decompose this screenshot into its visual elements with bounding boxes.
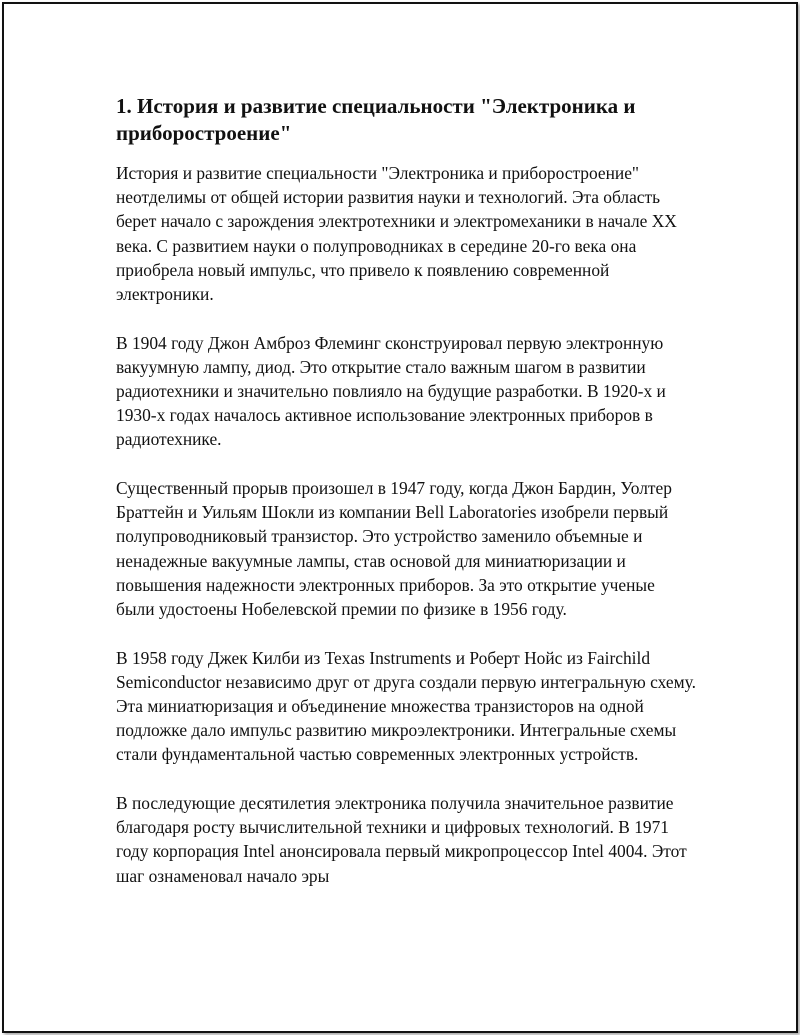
paragraph-integrated-circuit: В 1958 году Джек Килби из Texas Instruments и Роберт Нойс из Fairchild Semiconductor независимо друг от друга создали первую интегральную схему. Эта миниатюризация и объединение множества транзисторов на одной подложке дало импульс развитию микроэлектроники. Интегральные схемы стали фундаментальной частью современных электронных устройств. <box>116 647 696 765</box>
document-body <box>116 93 696 912</box>
section-heading: 1. История и развитие специальности "Электроника и приборостроение" <box>116 94 636 145</box>
paragraph-intro: История и развитие специальности "Электроника и приборостроение" неотделимы от общей истории развития науки и технологий. Эта область берет начало с зарождения электротехники и электромеханики в начале XX века. С развитием науки о полупроводниках в середине 20-го века она приобрела новый импульс, что привело к появлению современной электроники. <box>116 163 677 305</box>
paragraph-fleming: В 1904 году Джон Амброз Флеминг сконструировал первую электронную вакуумную лампу, диод. Это открытие стало важным шагом в развитии радиотехники и значительно повлияло на будущие разработки. В 1920-х и 1930-х годах началось активное использование электронных приборов в радиотехнике. <box>116 332 666 450</box>
paragraph-transistor: Существенный прорыв произошел в 1947 году, когда Джон Бардин, Уолтер Браттейн и Уильям Шокли из компании Bell Laboratories изобрели первый полупроводниковый транзистор. Это устройство заменило объемные и ненадежные вакуумные лампы, став основой для миниатюризации и повышения надежности электронных приборов. За это открытие ученые были удостоены Нобелевской премии по физике в 1956 году. <box>116 478 672 620</box>
paragraph-microprocessor: В последующие десятилетия электроника получила значительное развитие благодаря росту вычислительной техники и цифровых технологий. В 1971 году корпорация Intel анонсировала первый микропроцессор Intel 4004. Этот шаг ознаменовал начало эры <box>116 793 687 886</box>
